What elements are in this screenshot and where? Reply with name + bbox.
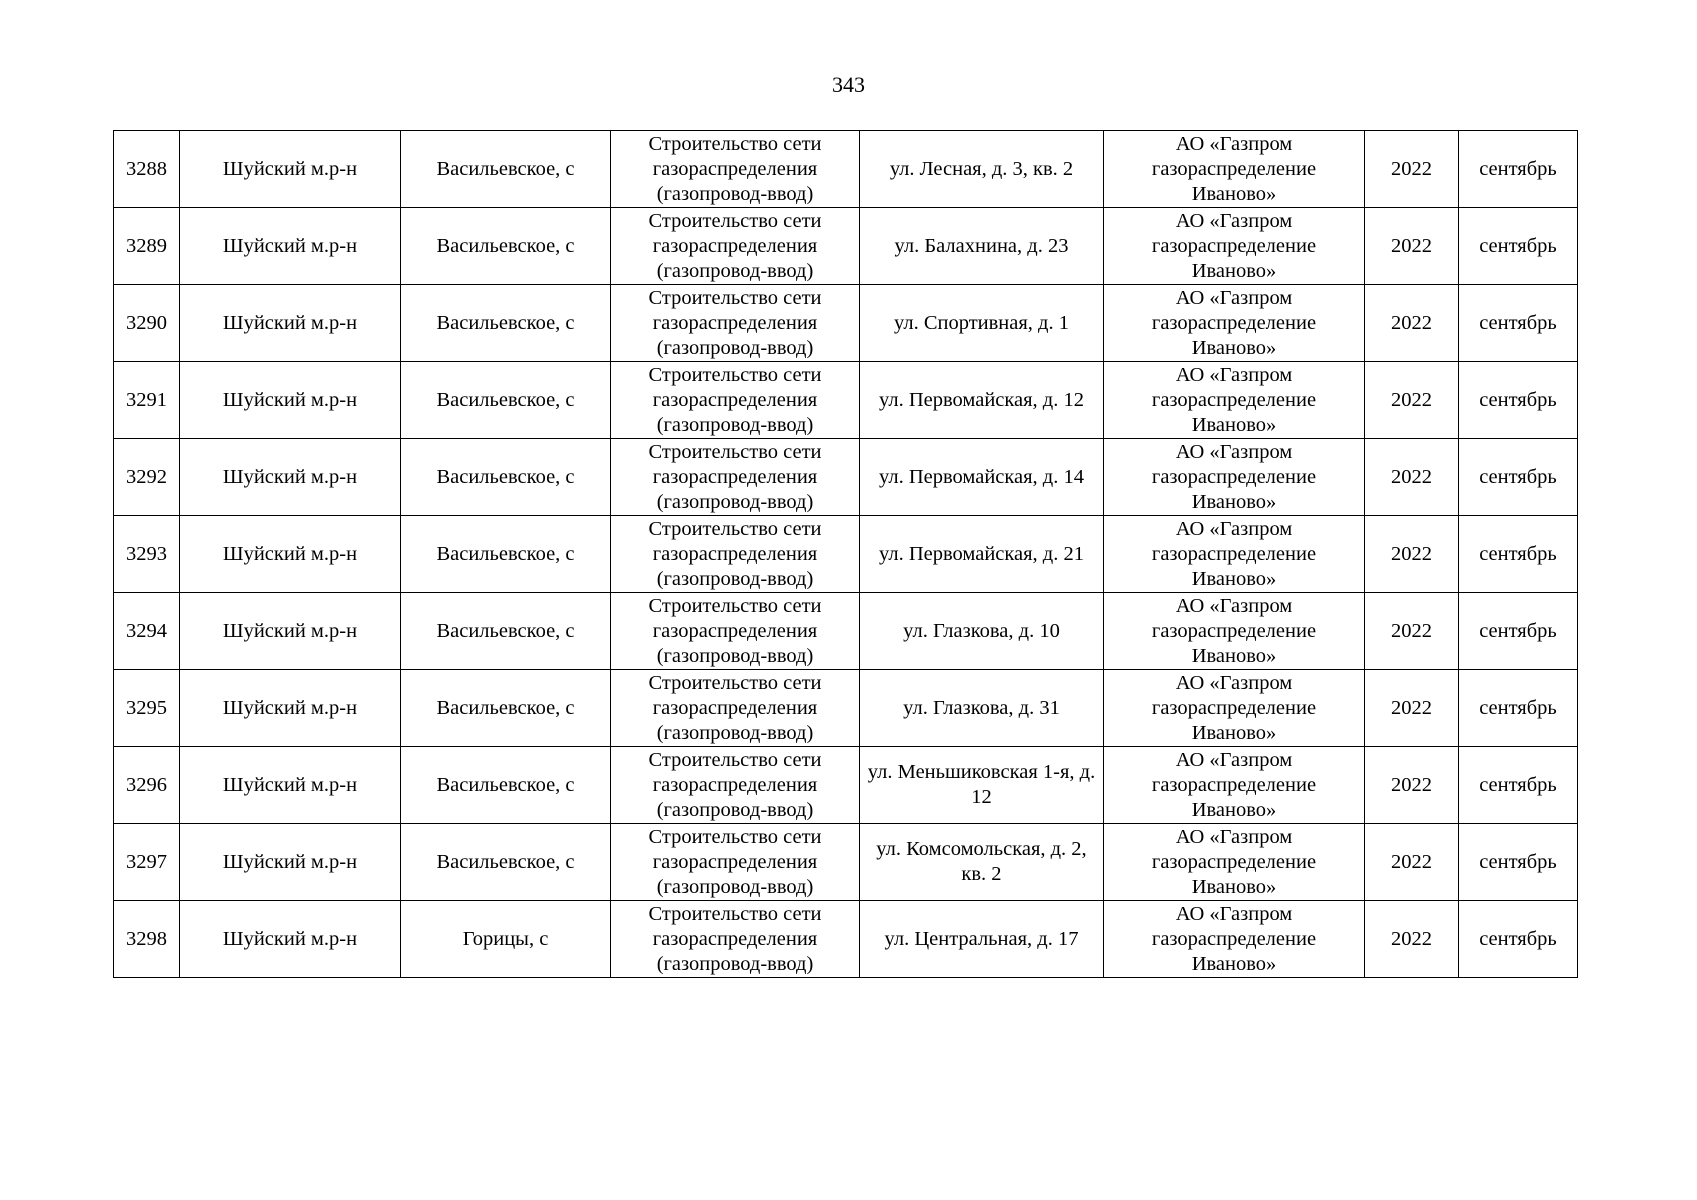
organization-cell: АО «Газпром газораспределение Иваново»	[1104, 439, 1365, 516]
month-cell: сентябрь	[1459, 593, 1578, 670]
work-type-cell: Строительство сети газораспределения (газопровод-ввод)	[611, 131, 860, 208]
row-number-cell: 3294	[114, 593, 180, 670]
table-row	[114, 285, 1578, 362]
district-cell: Шуйский м.р-н	[180, 901, 401, 978]
settlement-cell: Васильевское, с	[401, 670, 611, 747]
organization-cell: АО «Газпром газораспределение Иваново»	[1104, 208, 1365, 285]
table-row	[114, 516, 1578, 593]
district-cell: Шуйский м.р-н	[180, 593, 401, 670]
table-row	[114, 362, 1578, 439]
row-number-cell: 3295	[114, 670, 180, 747]
work-type-cell: Строительство сети газораспределения (газопровод-ввод)	[611, 670, 860, 747]
work-type-cell: Строительство сети газораспределения (газопровод-ввод)	[611, 439, 860, 516]
table-row	[114, 208, 1578, 285]
row-number-cell: 3296	[114, 747, 180, 824]
settlement-cell: Васильевское, с	[401, 285, 611, 362]
district-cell: Шуйский м.р-н	[180, 362, 401, 439]
address-cell: ул. Глазкова, д. 10	[860, 593, 1104, 670]
table-row	[114, 593, 1578, 670]
work-type-cell: Строительство сети газораспределения (газопровод-ввод)	[611, 747, 860, 824]
work-type-cell: Строительство сети газораспределения (газопровод-ввод)	[611, 208, 860, 285]
address-cell: ул. Первомайская, д. 12	[860, 362, 1104, 439]
district-cell: Шуйский м.р-н	[180, 439, 401, 516]
table-row	[114, 901, 1578, 978]
district-cell: Шуйский м.р-н	[180, 670, 401, 747]
table-row	[114, 747, 1578, 824]
month-cell: сентябрь	[1459, 516, 1578, 593]
organization-cell: АО «Газпром газораспределение Иваново»	[1104, 362, 1365, 439]
settlement-cell: Васильевское, с	[401, 516, 611, 593]
organization-cell: АО «Газпром газораспределение Иваново»	[1104, 593, 1365, 670]
month-cell: сентябрь	[1459, 362, 1578, 439]
month-cell: сентябрь	[1459, 208, 1578, 285]
settlement-cell: Васильевское, с	[401, 208, 611, 285]
work-type-cell: Строительство сети газораспределения (газопровод-ввод)	[611, 516, 860, 593]
district-cell: Шуйский м.р-н	[180, 285, 401, 362]
work-type-cell: Строительство сети газораспределения (газопровод-ввод)	[611, 593, 860, 670]
row-number-cell: 3290	[114, 285, 180, 362]
table-body	[114, 131, 1578, 978]
settlement-cell: Васильевское, с	[401, 747, 611, 824]
district-cell: Шуйский м.р-н	[180, 824, 401, 901]
month-cell: сентябрь	[1459, 824, 1578, 901]
year-cell: 2022	[1365, 824, 1459, 901]
address-cell: ул. Спортивная, д. 1	[860, 285, 1104, 362]
row-number-cell: 3288	[114, 131, 180, 208]
work-type-cell: Строительство сети газораспределения (газопровод-ввод)	[611, 285, 860, 362]
row-number-cell: 3297	[114, 824, 180, 901]
year-cell: 2022	[1365, 285, 1459, 362]
table-row	[114, 670, 1578, 747]
year-cell: 2022	[1365, 208, 1459, 285]
district-cell: Шуйский м.р-н	[180, 516, 401, 593]
year-cell: 2022	[1365, 362, 1459, 439]
month-cell: сентябрь	[1459, 747, 1578, 824]
year-cell: 2022	[1365, 747, 1459, 824]
month-cell: сентябрь	[1459, 439, 1578, 516]
address-cell: ул. Центральная, д. 17	[860, 901, 1104, 978]
work-type-cell: Строительство сети газораспределения (газопровод-ввод)	[611, 901, 860, 978]
settlement-cell: Васильевское, с	[401, 824, 611, 901]
address-cell: ул. Балахнина, д. 23	[860, 208, 1104, 285]
year-cell: 2022	[1365, 439, 1459, 516]
row-number-cell: 3293	[114, 516, 180, 593]
row-number-cell: 3289	[114, 208, 180, 285]
year-cell: 2022	[1365, 593, 1459, 670]
month-cell: сентябрь	[1459, 670, 1578, 747]
page-number: 343	[832, 72, 865, 97]
table-row	[114, 824, 1578, 901]
table-row	[114, 439, 1578, 516]
organization-cell: АО «Газпром газораспределение Иваново»	[1104, 285, 1365, 362]
month-cell: сентябрь	[1459, 901, 1578, 978]
organization-cell: АО «Газпром газораспределение Иваново»	[1104, 901, 1365, 978]
address-cell: ул. Меньшиковская 1-я, д. 12	[860, 747, 1104, 824]
organization-cell: АО «Газпром газораспределение Иваново»	[1104, 670, 1365, 747]
settlement-cell: Васильевское, с	[401, 362, 611, 439]
year-cell: 2022	[1365, 516, 1459, 593]
year-cell: 2022	[1365, 901, 1459, 978]
settlement-cell: Васильевское, с	[401, 439, 611, 516]
settlement-cell: Горицы, с	[401, 901, 611, 978]
work-type-cell: Строительство сети газораспределения (газопровод-ввод)	[611, 824, 860, 901]
year-cell: 2022	[1365, 131, 1459, 208]
address-cell: ул. Глазкова, д. 31	[860, 670, 1104, 747]
address-cell: ул. Комсомольская, д. 2, кв. 2	[860, 824, 1104, 901]
registry-table	[113, 130, 1578, 978]
organization-cell: АО «Газпром газораспределение Иваново»	[1104, 516, 1365, 593]
table-row	[114, 131, 1578, 208]
district-cell: Шуйский м.р-н	[180, 208, 401, 285]
address-cell: ул. Лесная, д. 3, кв. 2	[860, 131, 1104, 208]
organization-cell: АО «Газпром газораспределение Иваново»	[1104, 131, 1365, 208]
district-cell: Шуйский м.р-н	[180, 131, 401, 208]
year-cell: 2022	[1365, 670, 1459, 747]
organization-cell: АО «Газпром газораспределение Иваново»	[1104, 747, 1365, 824]
row-number-cell: 3292	[114, 439, 180, 516]
work-type-cell: Строительство сети газораспределения (газопровод-ввод)	[611, 362, 860, 439]
row-number-cell: 3291	[114, 362, 180, 439]
row-number-cell: 3298	[114, 901, 180, 978]
settlement-cell: Васильевское, с	[401, 131, 611, 208]
address-cell: ул. Первомайская, д. 14	[860, 439, 1104, 516]
address-cell: ул. Первомайская, д. 21	[860, 516, 1104, 593]
month-cell: сентябрь	[1459, 285, 1578, 362]
settlement-cell: Васильевское, с	[401, 593, 611, 670]
district-cell: Шуйский м.р-н	[180, 747, 401, 824]
organization-cell: АО «Газпром газораспределение Иваново»	[1104, 824, 1365, 901]
month-cell: сентябрь	[1459, 131, 1578, 208]
